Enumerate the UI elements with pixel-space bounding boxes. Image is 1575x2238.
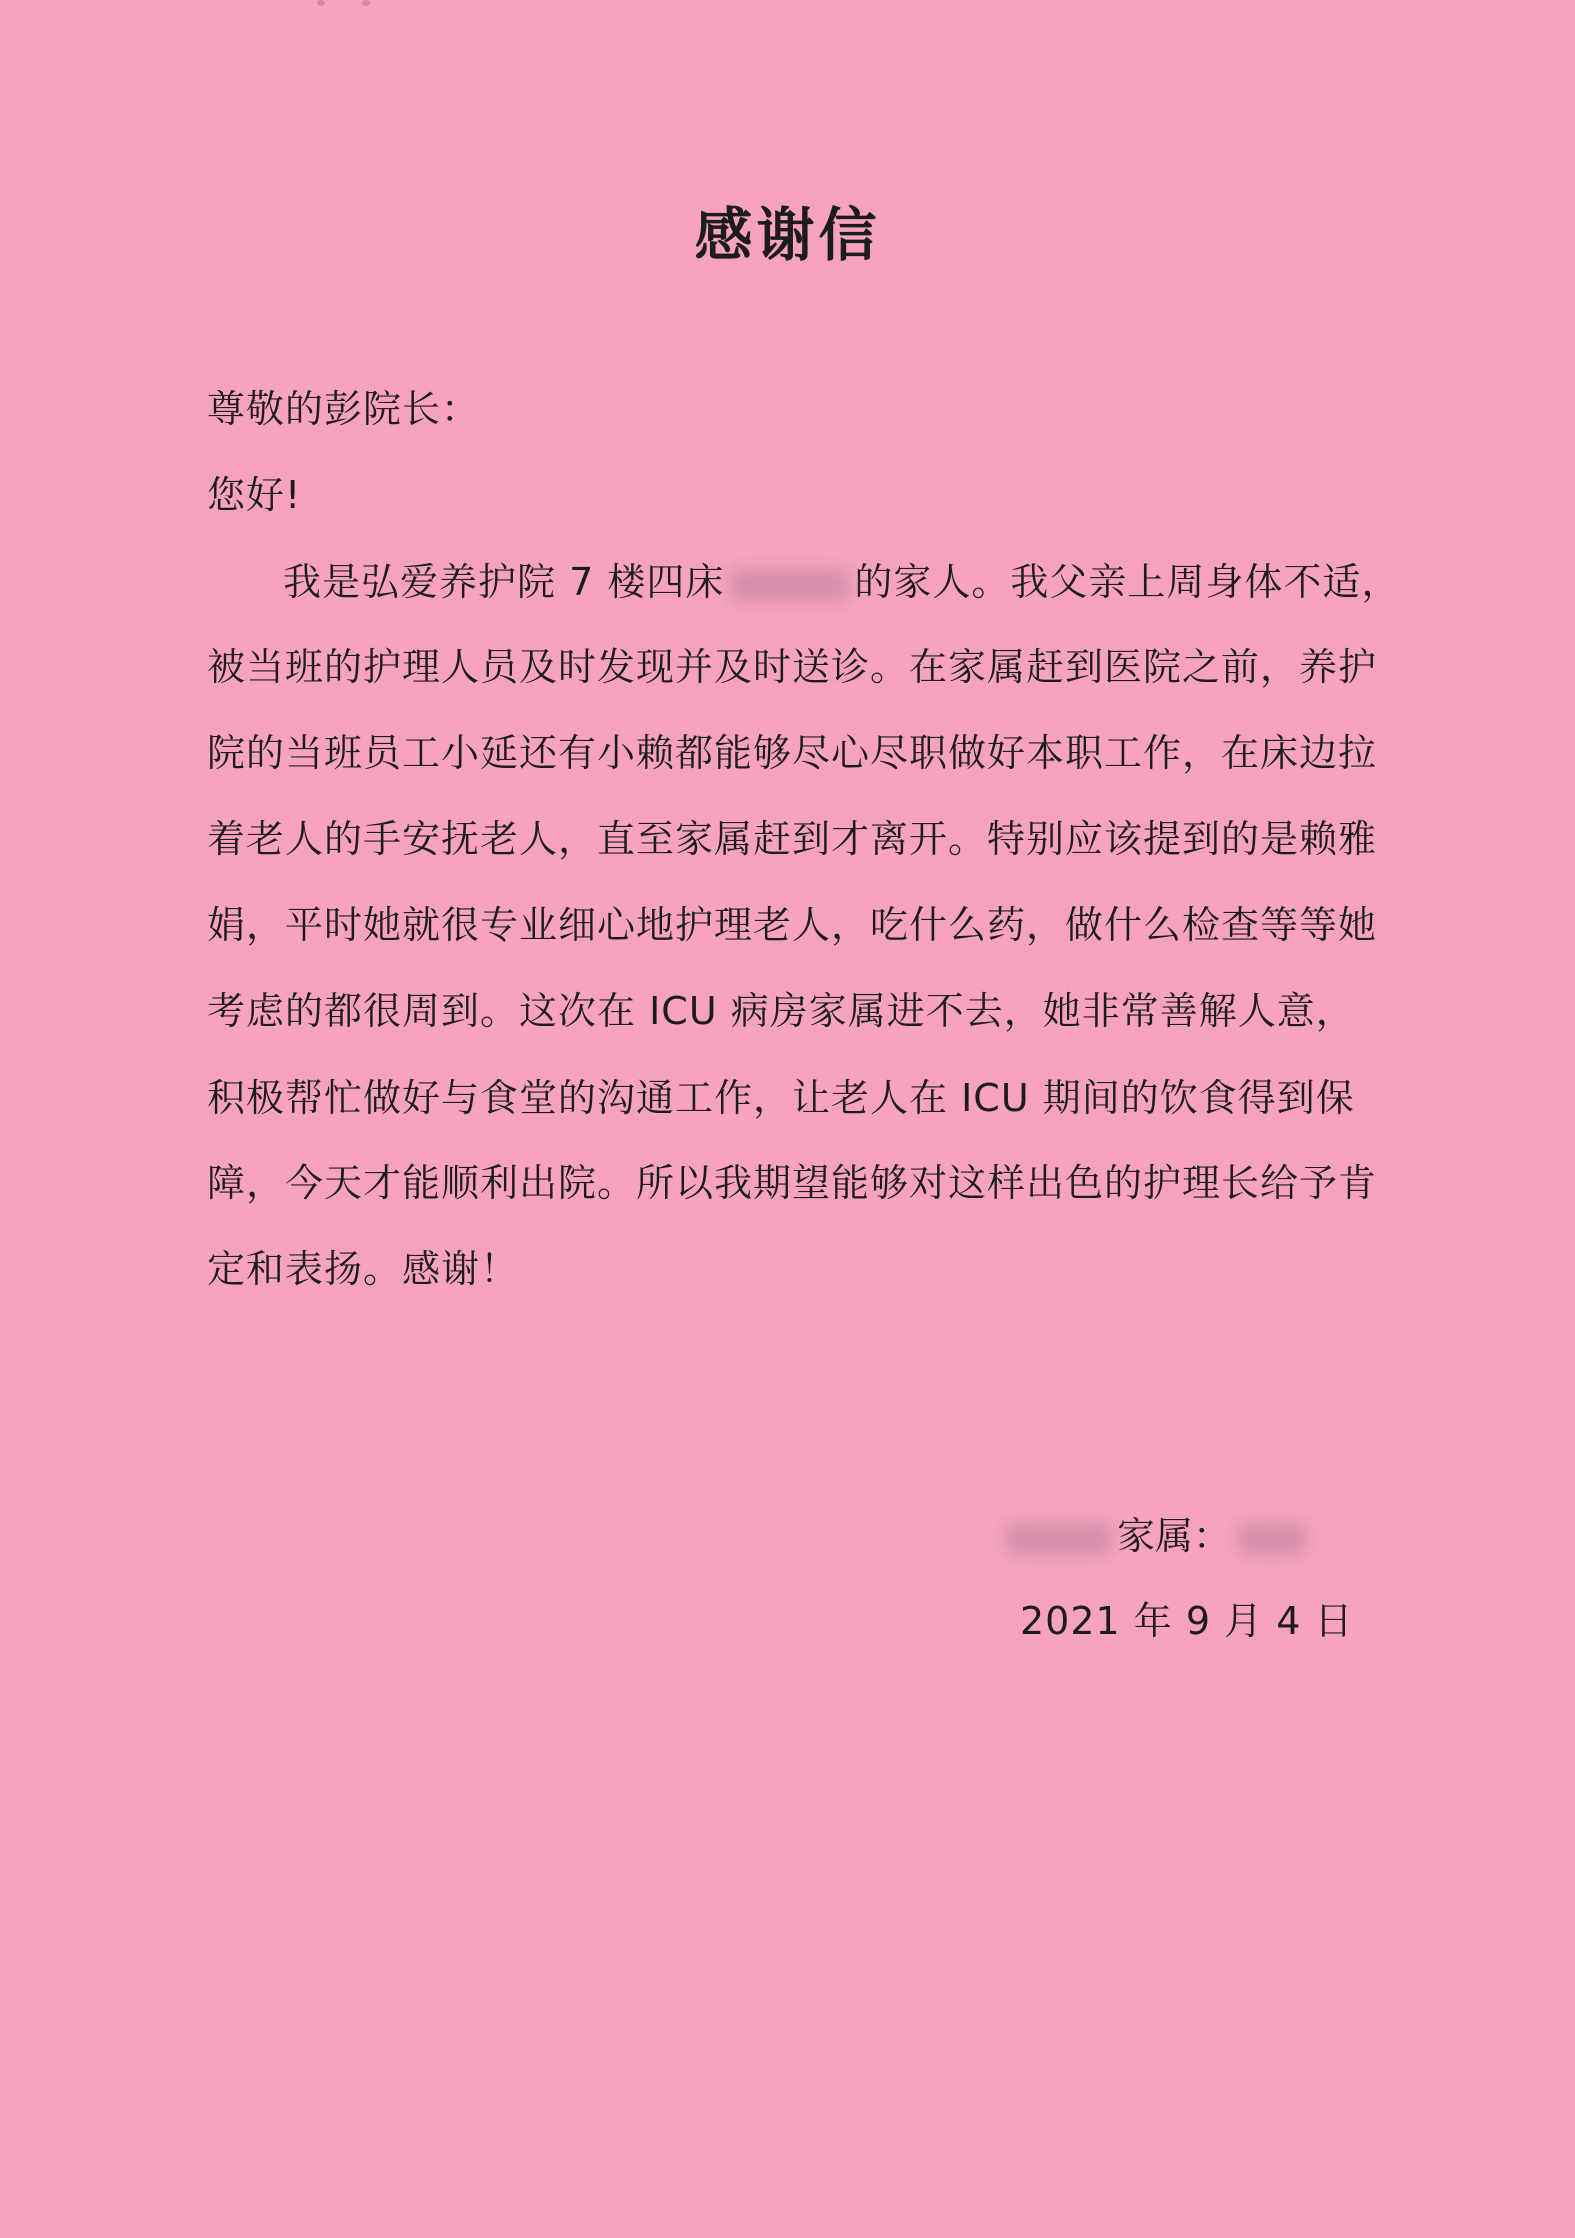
body-text: 的家人。我父亲上周身体不适， <box>854 560 1401 604</box>
signature-label: 家属： <box>1117 1514 1232 1558</box>
letter-date: 2021 年 9 月 4 日 <box>1020 1599 1354 1643</box>
body-line: 定和表扬。感谢！ <box>207 1247 520 1291</box>
greeting: 您好! <box>207 473 302 517</box>
body-line: 积极帮忙做好与食堂的沟通工作，让老人在 ICU 期间的饮食得到保 <box>207 1076 1355 1120</box>
redacted-patient-name <box>1005 1522 1113 1556</box>
paper-speck <box>362 0 370 6</box>
body-line <box>283 551 1401 606</box>
body-line: 院的当班员工小延还有小赖都能够尽心尽职做好本职工作，在床边拉 <box>207 731 1378 775</box>
redacted-name <box>728 568 850 602</box>
body-line: 障，今天才能顺利出院。所以我期望能够对这样出色的护理长给予肯 <box>207 1161 1378 1205</box>
body-line: 着老人的手安抚老人，直至家属赶到才离开。特别应该提到的是赖雅 <box>207 817 1378 861</box>
letter-title: 感谢信 <box>694 201 881 269</box>
body-line: 被当班的护理人员及时发现并及时送诊。在家属赶到医院之前，养护 <box>207 645 1378 689</box>
salutation: 尊敬的彭院长： <box>207 387 481 431</box>
signature <box>1005 1505 1307 1560</box>
body-line: 考虑的都很周到。这次在 ICU 病房家属进不去，她非常善解人意， <box>207 989 1355 1033</box>
body-text: 我是弘爱养护院 7 楼四床 <box>283 560 725 604</box>
paper-speck <box>317 0 325 6</box>
redacted-signer-name <box>1237 1522 1307 1556</box>
body-line: 娟，平时她就很专业细心地护理老人，吃什么药，做什么检查等等她 <box>207 903 1378 947</box>
